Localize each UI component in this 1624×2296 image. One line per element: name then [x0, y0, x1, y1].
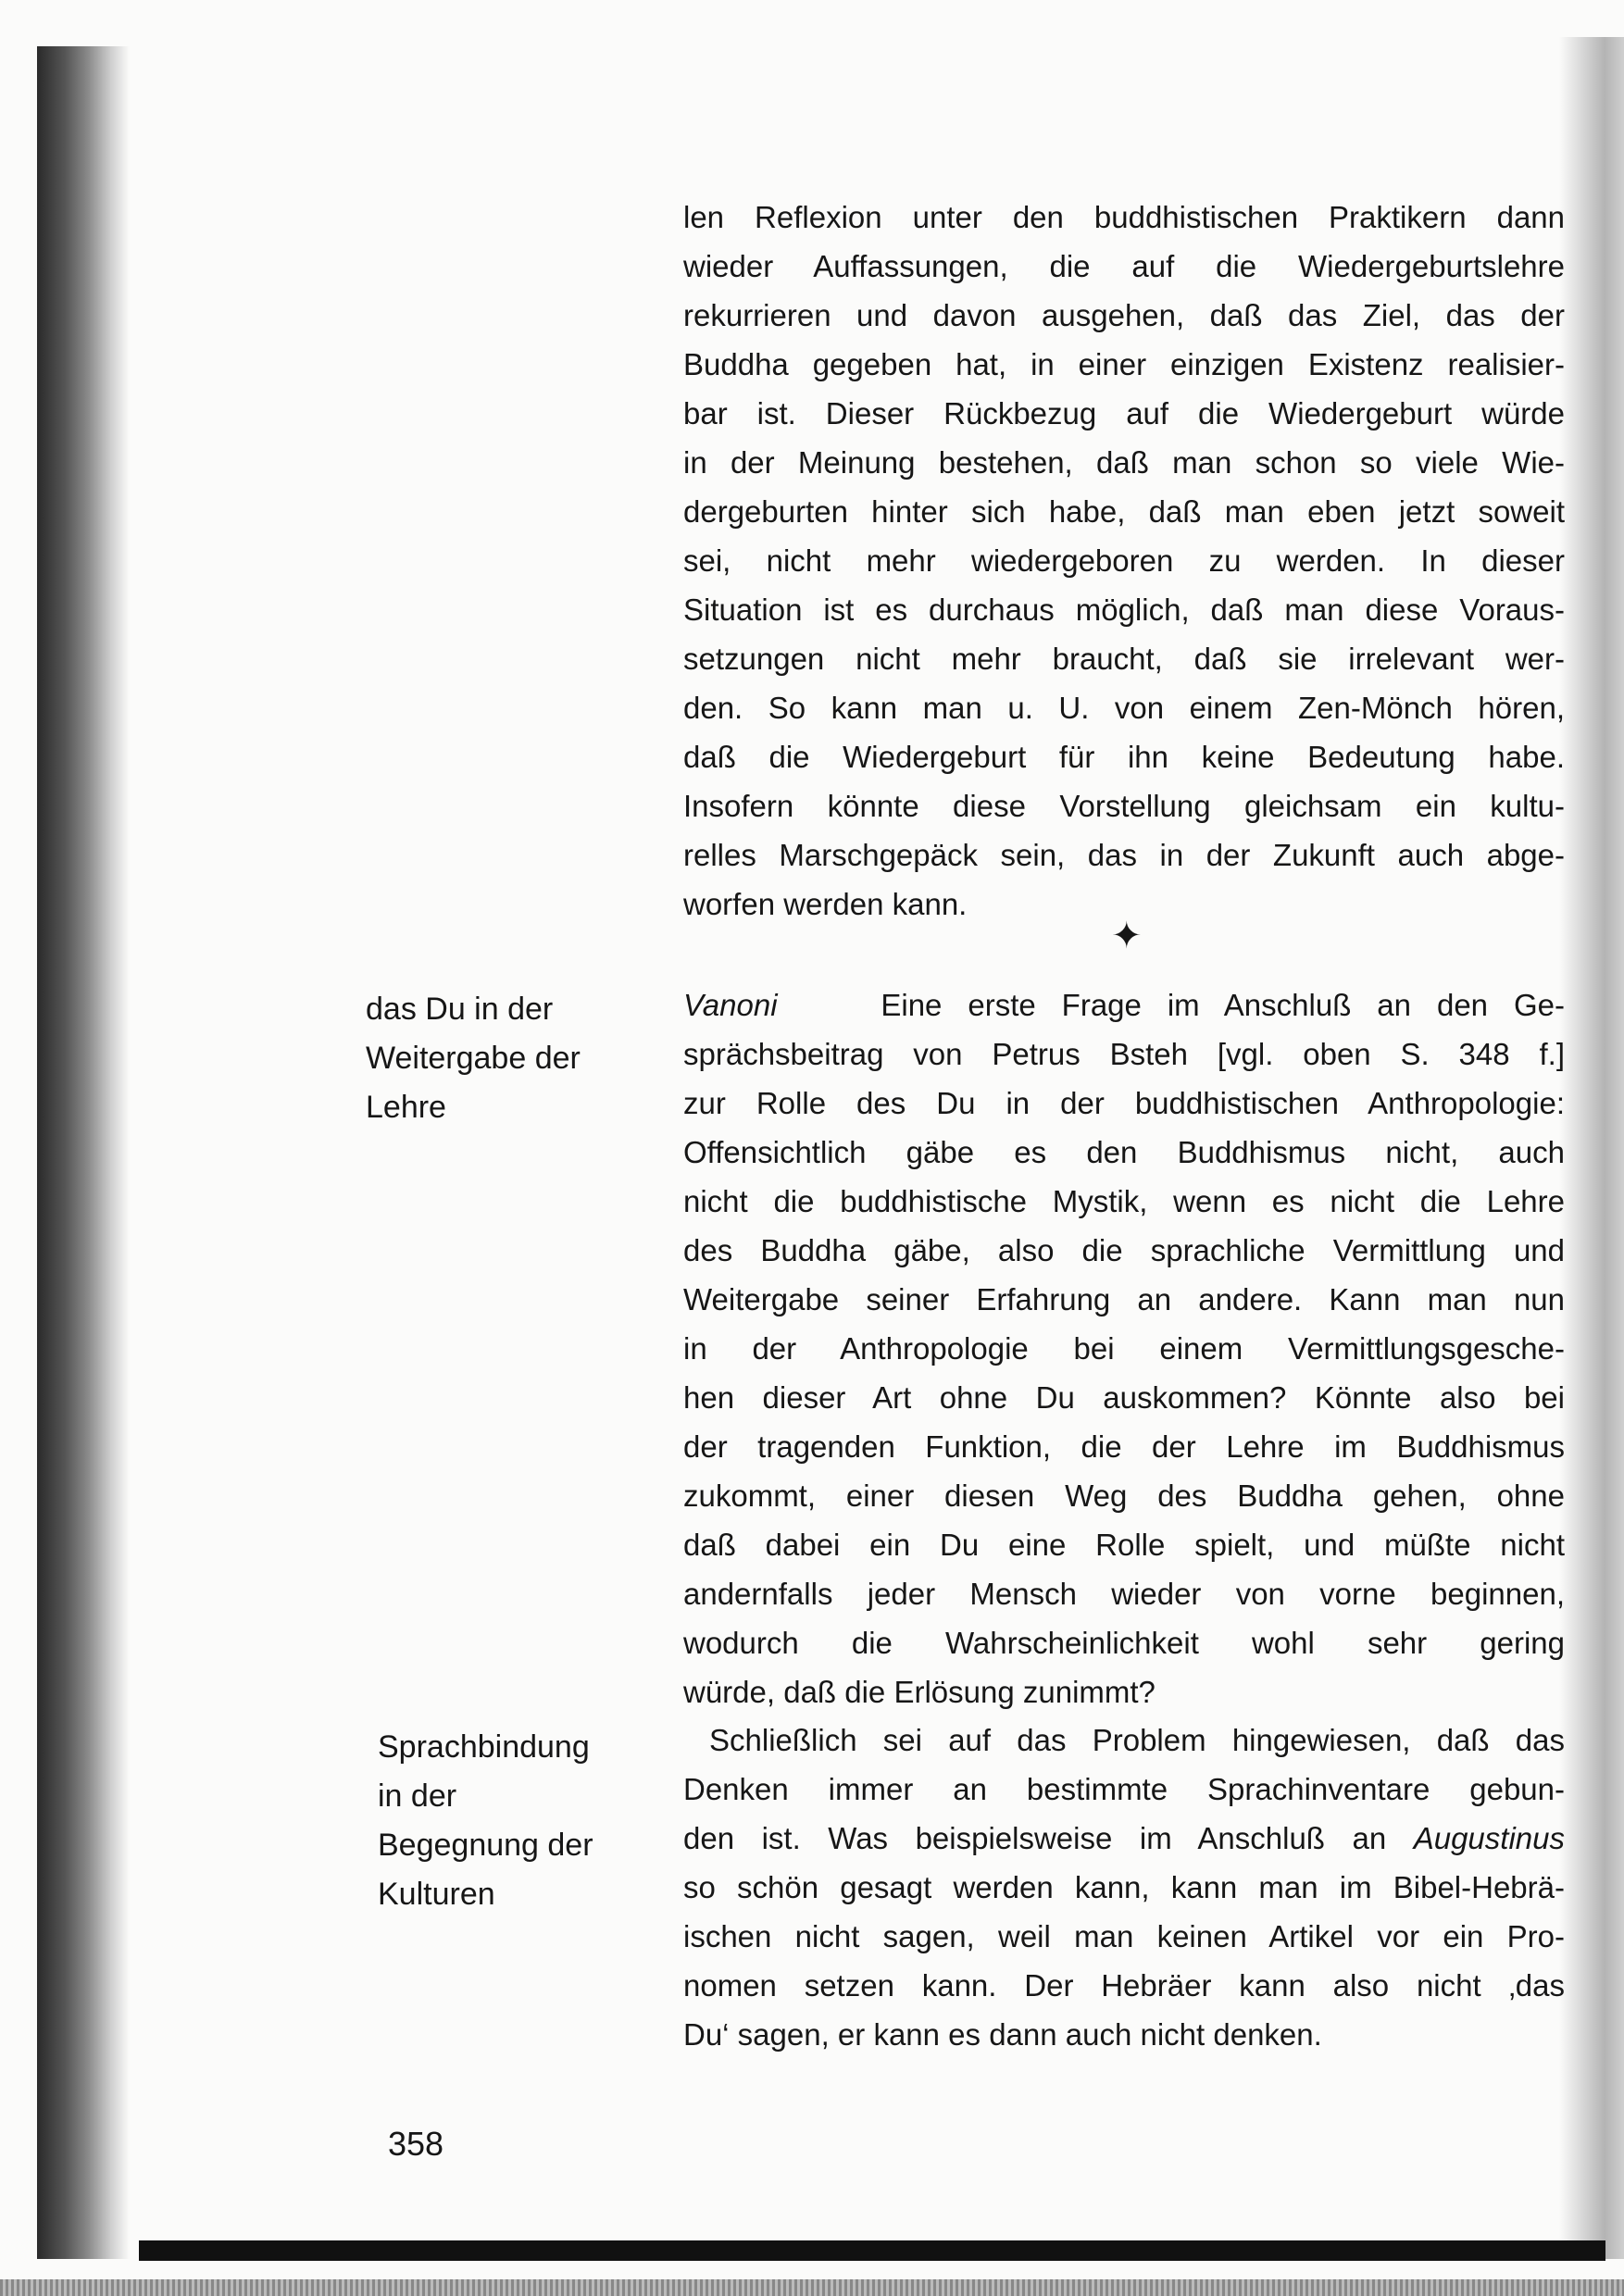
text-line: relles Marschgepäck sein, das in der Zukunft auch abge- — [683, 838, 1565, 872]
paragraph-3 — [683, 1716, 1565, 2059]
page-number: 358 — [388, 2125, 444, 2163]
text-line: ischen nicht sagen, weil man keinen Artikel vor ein Pro- — [683, 1919, 1565, 1953]
text-line: wodurch die Wahrscheinlichkeit wohl sehr gering — [683, 1626, 1565, 1660]
margin-line: Sprachbindung — [378, 1729, 590, 1765]
text-line: Insofern könnte diese Vorstellung gleichsam ein kultu- — [683, 789, 1565, 823]
text-line: würde, daß die Erlösung zunimmt? — [683, 1675, 1156, 1709]
margin-line: Lehre — [366, 1090, 446, 1125]
section-divider-icon: ✦ — [1111, 916, 1143, 956]
text-line: worfen werden kann. — [683, 887, 968, 921]
text-line: nicht die buddhistische Mystik, wenn es nicht die Lehre — [683, 1184, 1565, 1218]
text-line: Denken immer an bestimmte Sprachinventare gebun- — [683, 1772, 1565, 1806]
margin-note-1 — [366, 985, 581, 1132]
text-line: andernfalls jeder Mensch wieder von vorne beginnen, — [683, 1577, 1565, 1611]
text-line: zukommt, einer diesen Weg des Buddha gehen, ohne — [683, 1479, 1565, 1513]
margin-note-2 — [378, 1723, 593, 1919]
margin-line: Begegnung der — [378, 1828, 593, 1863]
book-binding-shadow — [37, 46, 130, 2259]
text-line: Buddha gegeben hat, in einer einzigen Existenz realisier- — [683, 347, 1565, 381]
text-line: Schließlich sei auf das Problem hingewiesen, daß das — [709, 1723, 1565, 1757]
text-line: hen dieser Art ohne Du auskommen? Könnte also bei — [683, 1380, 1565, 1415]
margin-line: Kulturen — [378, 1877, 495, 1912]
text-line: rekurrieren und davon ausgehen, daß das Ziel, das der — [683, 298, 1565, 332]
text-line: wieder Auffassungen, die auf die Wiedergeburtslehre — [683, 249, 1565, 283]
italic-name: Augustinus — [1413, 1821, 1565, 1855]
text-line: zur Rolle des Du in der buddhistischen Anthropologie: — [683, 1086, 1565, 1120]
text-line: Situation ist es durchaus möglich, daß man diese Voraus- — [683, 593, 1565, 627]
text-line: so schön gesagt werden kann, kann man im Bibel-Hebrä- — [683, 1870, 1565, 1904]
text-line: Vanoni Eine erste Frage im Anschluß an den Ge- — [683, 988, 1565, 1022]
text-line: in der Anthropologie bei einem Vermittlungsgesche- — [683, 1331, 1565, 1366]
text-line: in der Meinung bestehen, daß man schon so viele Wie- — [683, 445, 1565, 480]
text-line: des Buddha gäbe, also die sprachliche Vermittlung und — [683, 1233, 1565, 1267]
margin-line: das Du in der — [366, 992, 554, 1027]
text-line: bar ist. Dieser Rückbezug auf die Wiedergeburt würde — [683, 396, 1565, 430]
text-line: nomen setzen kann. Der Hebräer kann also nicht ‚das — [683, 1968, 1565, 2003]
paragraph-2 — [683, 980, 1565, 1716]
text-line: der tragenden Funktion, die der Lehre im Buddhismus — [683, 1429, 1565, 1464]
text-line: sei, nicht mehr wiedergeboren zu werden. In dieser — [683, 543, 1565, 578]
page-edge-shadow — [1559, 37, 1624, 2259]
bottom-scan-strip — [0, 2279, 1624, 2296]
margin-line: Weitergabe der — [366, 1041, 581, 1076]
text-line: sprächsbeitrag von Petrus Bsteh [vgl. oben S. 348 f.] — [683, 1037, 1565, 1071]
text-line: daß dabei ein Du eine Rolle spielt, und müßte nicht — [683, 1528, 1565, 1562]
text-line: den. So kann man u. U. von einem Zen-Mönch hören, — [683, 691, 1565, 725]
speaker-name: Vanoni — [683, 988, 778, 1022]
text-line: Weitergabe seiner Erfahrung an andere. Kann man nun — [683, 1282, 1565, 1316]
bottom-scan-band — [139, 2240, 1605, 2261]
paragraph-1 — [683, 193, 1565, 929]
text-line: len Reflexion unter den buddhistischen Praktikern dann — [683, 200, 1565, 234]
text-line: Du‘ sagen, er kann es dann auch nicht denken. — [683, 2017, 1322, 2052]
text-line: Offensichtlich gäbe es den Buddhismus nicht, auch — [683, 1135, 1565, 1169]
text-line: dergeburten hinter sich habe, daß man eben jetzt soweit — [683, 494, 1565, 529]
margin-line: in der — [378, 1778, 457, 1814]
text-line: daß die Wiedergeburt für ihn keine Bedeutung habe. — [683, 740, 1565, 774]
text-line: den ist. Was beispielsweise im Anschluß an Augustinus — [683, 1821, 1565, 1855]
text-line: setzungen nicht mehr braucht, daß sie irrelevant wer- — [683, 642, 1565, 676]
